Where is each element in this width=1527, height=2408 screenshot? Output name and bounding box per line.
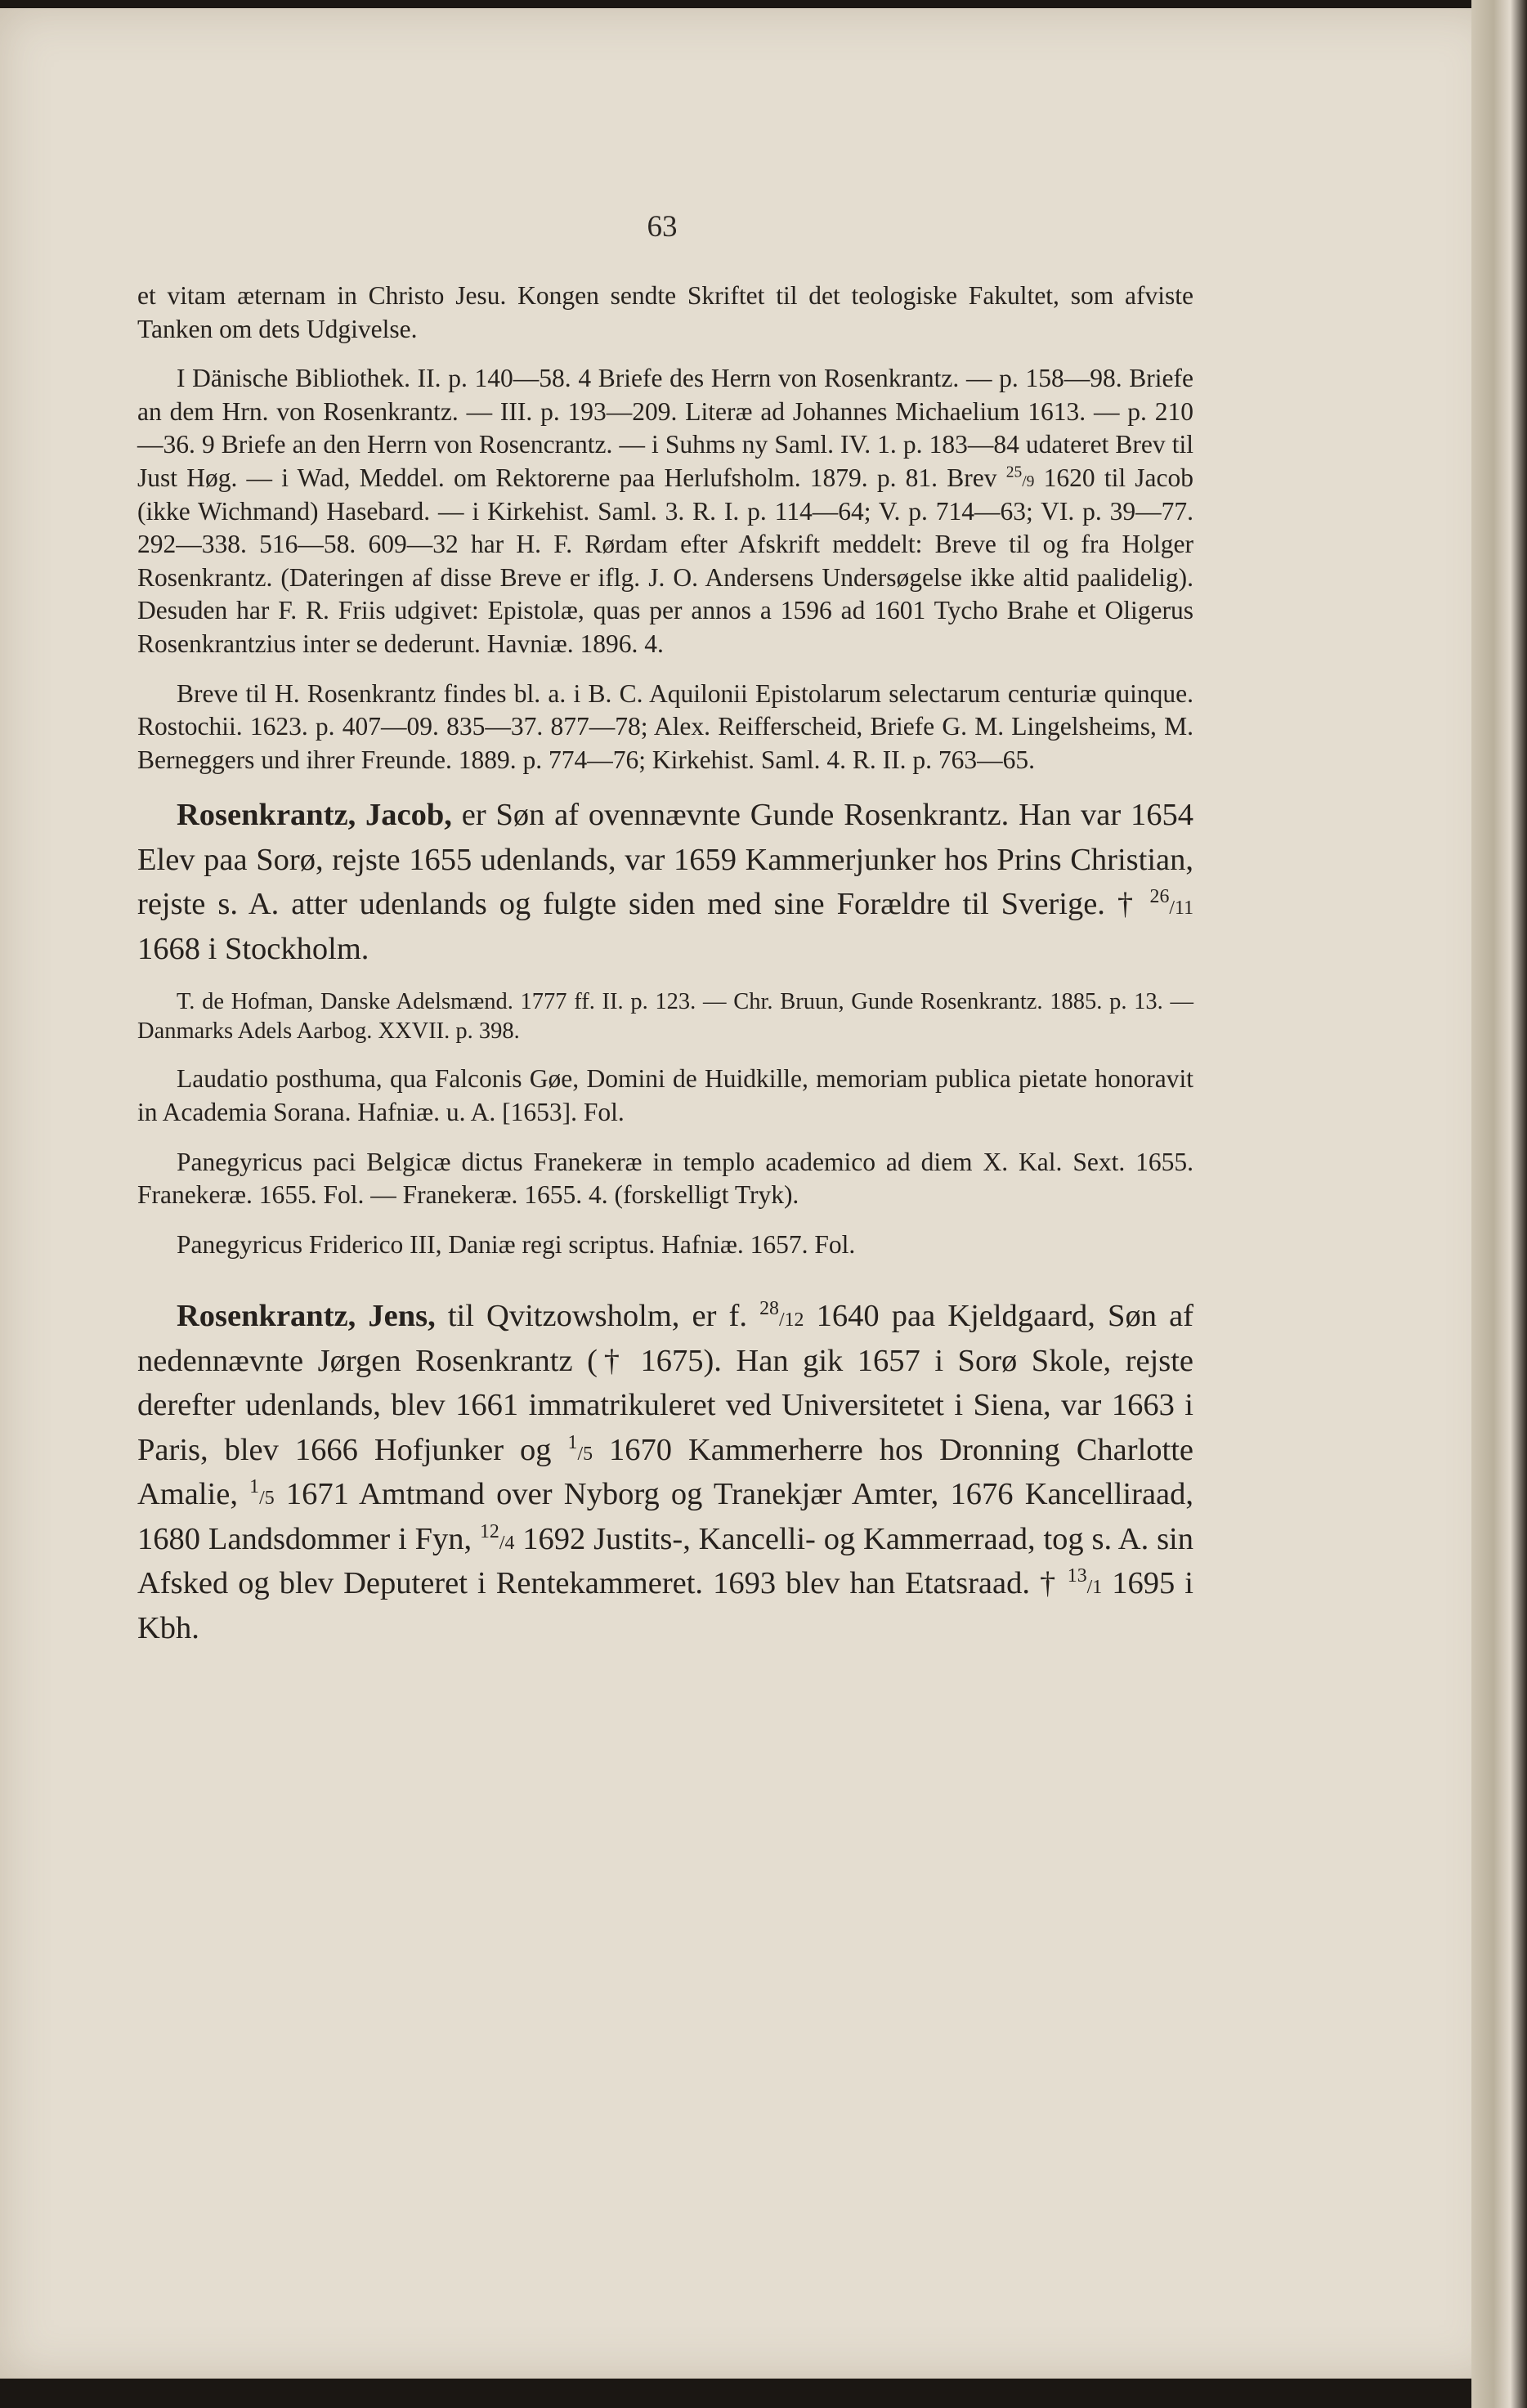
work-item: Panegyricus paci Belgicæ dictus Franekeræ in templo academico ad diem X. Kal. Sext. 1655. Franekeræ. 1655. Fol. — Franekeræ. 1655. 4. (forskelligt Tryk). [137, 1147, 1193, 1210]
page-number: 63 [647, 210, 678, 244]
continued-paragraph: et vitam æternam in Christo Jesu. Kongen sendte Skriftet til det teologiske Fakultet, som afviste Tanken om dets Udgivelse. [137, 281, 1193, 343]
page-edge-shadow [1471, 0, 1527, 2408]
entry-jacob-references: T. de Hofman, Danske Adelsmænd. 1777 ff. II. p. 123. — Chr. Bruun, Gunde Rosenkrantz. 1885. p. 13. — Danmarks Adels Aarbog. XXVII. p. 398. [137, 989, 1193, 1045]
entry-jacob: Rosenkrantz, Jacob, er Søn af ovennævnte Gunde Rosenkrantz. Han var 1654 Elev paa Sorø, rejste 1655 udenlands, var 1659 Kammerjunker hos Prins Christian, rejste s. A. atter udenlands og fulgte siden med sine Forældre til Sverige. † $^{26}$/11 1668 i Stockholm. [137, 798, 1193, 966]
book-page [0, 8, 1498, 2379]
bibliography-paragraph: I Dänische Bibliothek. II. p. 140—58. 4 Briefe des Herrn von Rosenkrantz. — p. 158—98. Briefe an dem Hrn. von Rosenkrantz. — III. p. 193—209. Literæ ad Johannes Michaelium 1613. — p. 210—36. 9 Briefe an den Herrn von Rosencrantz. — i Suhms ny Saml. IV. 1. p. 183—84 udateret Brev til Just Høg. — i Wad, Meddel. om Rektorerne paa Herlufsholm. 1879. p. 81. Brev $^{25}$/9 1620 til Jacob (ikke Wichmand) Hasebard. — i Kirkehist. Saml. 3. R. I. p. 114—64; V. p. 714—63; VI. p. 39—77. 292—338. 516—58. 609—32 har H. F. Rørdam efter Afskrift meddelt: Breve til og fra Holger Rosenkrantz. (Dateringen af disse Breve er iflg. J. O. Andersens Undersøgelse ikke altid paalidelig). Desuden har F. R. Friis udgivet: Epistolæ, quas per annos a 1596 ad 1601 Tycho Brahe et Oligerus Rosenkrantzius inter se dederunt. Havniæ. 1896. 4. [137, 364, 1193, 658]
entry-jacob-name: Rosenkrantz, Jacob, [177, 798, 452, 833]
work-item: Panegyricus Friderico III, Daniæ regi scriptus. Hafniæ. 1657. Fol. [177, 1229, 856, 1259]
work-item: Laudatio posthuma, qua Falconis Gøe, Domini de Huidkille, memoriam publica pietate honoravit in Academia Sorana. Hafniæ. u. A. [1653]. Fol. [137, 1064, 1193, 1126]
entry-jens: Rosenkrantz, Jens, til Qvitzowsholm, er f. $^{28}$/12 1640 paa Kjeldgaard, Søn af nedennævnte Jørgen Rosenkrantz († 1675). Han gik 1657 i Sorø Skole, rejste derefter udenlands, blev 1661 immatrikuleret ved Universitetet i Siena, var 1663 i Paris, blev 1666 Hofjunker og $^1$/5 1670 Kammerherre hos Dronning Charlotte Amalie, $^1$/5 1671 Amtmand over Nyborg og Tranekjær Amter, 1676 Kancelliraad, 1680 Landsdommer i Fyn, $^{12}$/4 1692 Justits-, Kancelli- og Kammerraad, tog s. A. sin Afsked og blev Deputeret i Rentekammeret. 1693 blev han Etatsraad. † $^{13}$/1 1695 i Kbh. [137, 1298, 1194, 1645]
letters-paragraph: Breve til H. Rosenkrantz findes bl. a. i B. C. Aquilonii Epistolarum selectarum centuriæ quinque. Rostochii. 1623. p. 407—09. 835—37. 877—78; Alex. Reifferscheid, Briefe G. M. Lingelsheims, M. Berneggers und ihrer Freunde. 1889. p. 774—76; Kirkehist. Saml. 4. R. II. p. 763—65. [137, 678, 1193, 774]
entry-jens-name: Rosenkrantz, Jens, [177, 1299, 436, 1334]
page-text-body [137, 280, 1193, 1650]
